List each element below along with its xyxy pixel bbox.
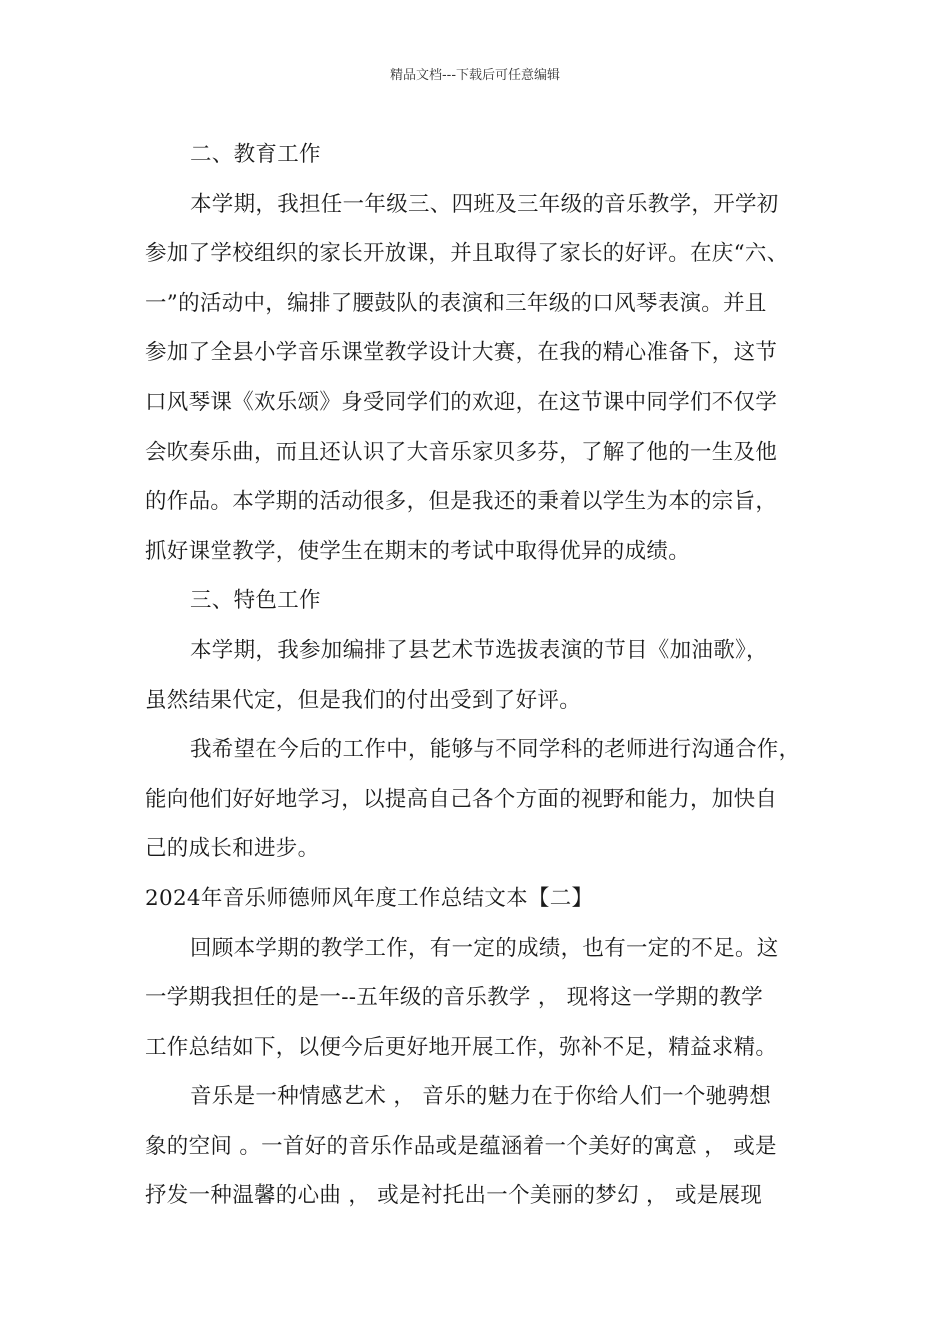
text-line: 参加了学校组织的家长开放课，并且取得了家长的好评。在庆“六、 bbox=[145, 241, 789, 267]
document-body bbox=[145, 130, 825, 1221]
text-line: 本学期，我担任一年级三、四班及三年级的音乐教学，开学初 bbox=[190, 191, 779, 217]
text-line: 回顾本学期的教学工作，有一定的成绩，也有一定的不足。这 bbox=[190, 935, 779, 961]
text-line: 一学期我担任的是一--五年级的音乐教学 ， 现将这一学期的教学 bbox=[145, 985, 764, 1011]
text-line: 本学期，我参加编排了县艺术节选拔表演的节目《加油歌》， bbox=[190, 637, 768, 663]
text-line: 己的成长和进步。 bbox=[145, 836, 320, 862]
text-line: 抓好课堂教学，使学生在期末的考试中取得优异的成绩。 bbox=[145, 538, 691, 564]
text-line: 象的空间 。一首好的音乐作品或是蕴涵着一个美好的寓意 ， 或是 bbox=[145, 1133, 777, 1159]
text-line: 我希望在今后的工作中，能够与不同学科的老师进行沟通合作， bbox=[190, 737, 801, 763]
text-line: 参加了全县小学音乐课堂教学设计大赛，在我的精心准备下，这节 bbox=[145, 340, 778, 366]
page-header: 精品文档---下载后可任意编辑 bbox=[389, 68, 561, 83]
text-line: 工作总结如下，以便今后更好地开展工作，弥补不足，精益求精。 bbox=[145, 1034, 778, 1060]
section-heading-education: 二、教育工作 bbox=[190, 142, 321, 167]
text-line: 音乐是一种情感艺术 ， 音乐的魅力在于你给人们一个驰骋想 bbox=[190, 1084, 772, 1110]
text-line: 虽然结果代定，但是我们的付出受到了好评。 bbox=[145, 687, 582, 713]
document-subtitle: 2024年音乐师德师风年度工作总结文本【二】 bbox=[145, 885, 594, 911]
text-line: 的作品。本学期的活动很多，但是我还的秉着以学生为本的宗旨， bbox=[145, 489, 778, 515]
text-line: 口风琴课《欢乐颂》身受同学们的欢迎，在这节课中同学们不仅学 bbox=[145, 389, 778, 415]
text-line: 会吹奏乐曲，而且还认识了大音乐家贝多芬，了解了他的一生及他 bbox=[145, 439, 778, 465]
text-line: 能向他们好好地学习，以提高自己各个方面的视野和能力，加快自 bbox=[145, 786, 778, 812]
text-line: 抒发一种温馨的心曲 ， 或是衬托出一个美丽的梦幻 ， 或是展现 bbox=[145, 1183, 763, 1209]
section-heading-special: 三、特色工作 bbox=[190, 588, 321, 614]
text-line: 一”的活动中，编排了腰鼓队的表演和三年级的口风琴表演。并且 bbox=[145, 290, 767, 316]
